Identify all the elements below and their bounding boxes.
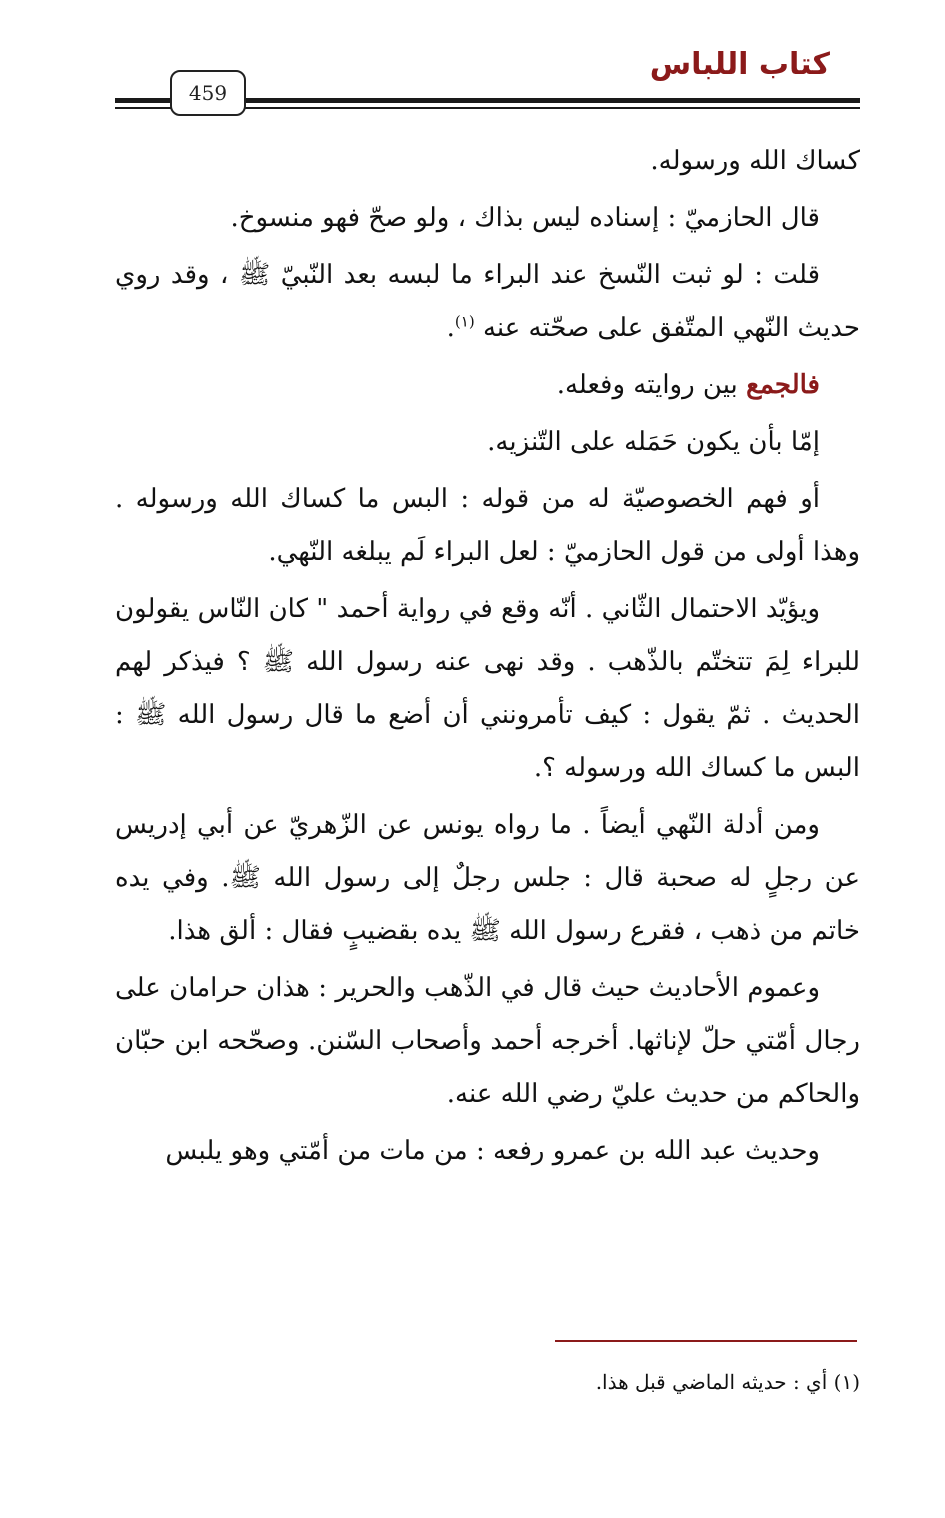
paragraph-4-text: بين روايته وفعله. [556,370,747,400]
footnote-1: (١) أي : حديثه الماضي قبل هذا. [595,1370,860,1394]
paragraph-3-end: . [446,313,455,343]
highlighted-keyword: فالجمع [746,370,820,400]
paragraph-8: ومن أدلة النّهي أيضاً . ما رواه يونس عن الزّهريّ عن أبي إدريس عن رجلٍ له صحبة قال : جلس رجلٌ إلى رسول الله ﷺ. وفي يده خاتم من ذهب ، فقرع رسول الله ﷺ يده بقضيبٍ فقال : ألق هذا. [115,810,860,946]
paragraph-3 [115,249,860,355]
page-number: 459 [188,81,228,105]
footnote-separator [555,1340,857,1342]
paragraph-6: أو فهم الخصوصيّة له من قوله : البس ما كساك الله ورسوله . وهذا أولى من قول الحازميّ : لعل البراء لَم يبلغه النّهي. [115,484,860,567]
footnote-reference[interactable]: (١) [454,312,475,331]
paragraph-5: إمّا بأن يكون حَمَله على التّنزيه. [487,427,820,457]
paragraph-7: ويؤيّد الاحتمال الثّاني . أنّه وقع في رواية أحمد " كان النّاس يقولون للبراء لِمَ تتختّم بالذّهب . وقد نهى عنه رسول الله ﷺ ؟ فيذكر لهم الحديث . ثمّ يقول : كيف تأمرونني أن أضع ما قال رسول الله ﷺ : البس ما كساك الله ورسوله ؟. [115,594,860,783]
paragraph-2: قال الحازميّ : إسناده ليس بذاك ، ولو صحّ فهو منسوخ. [230,203,820,233]
paragraph-4 [115,359,860,412]
paragraph-10: وحديث عبد الله بن عمرو رفعه : من مات من أمّتي وهو يلبس [165,1136,820,1166]
paragraph-3-text: قلت : لو ثبت النّسخ عند البراء ما لبسه بعد النّبيّ ﷺ ، وقد روي حديث النّهي المتّفق على صحّته عنه [115,260,860,343]
paragraph-9: وعموم الأحاديث حيث قال في الذّهب والحرير : هذان حرامان على رجال أمّتي حلّ لإناثها. أخرجه أحمد وأصحاب السّنن. وصحّحه ابن حبّان والحاكم من حديث عليّ رضي الله عنه. [115,973,860,1109]
book-title: كتاب اللباس [649,47,830,82]
page-body [115,135,860,1182]
paragraph-1: كساك الله ورسوله. [650,146,860,176]
page-number-box [170,70,246,116]
page-header [0,0,945,130]
